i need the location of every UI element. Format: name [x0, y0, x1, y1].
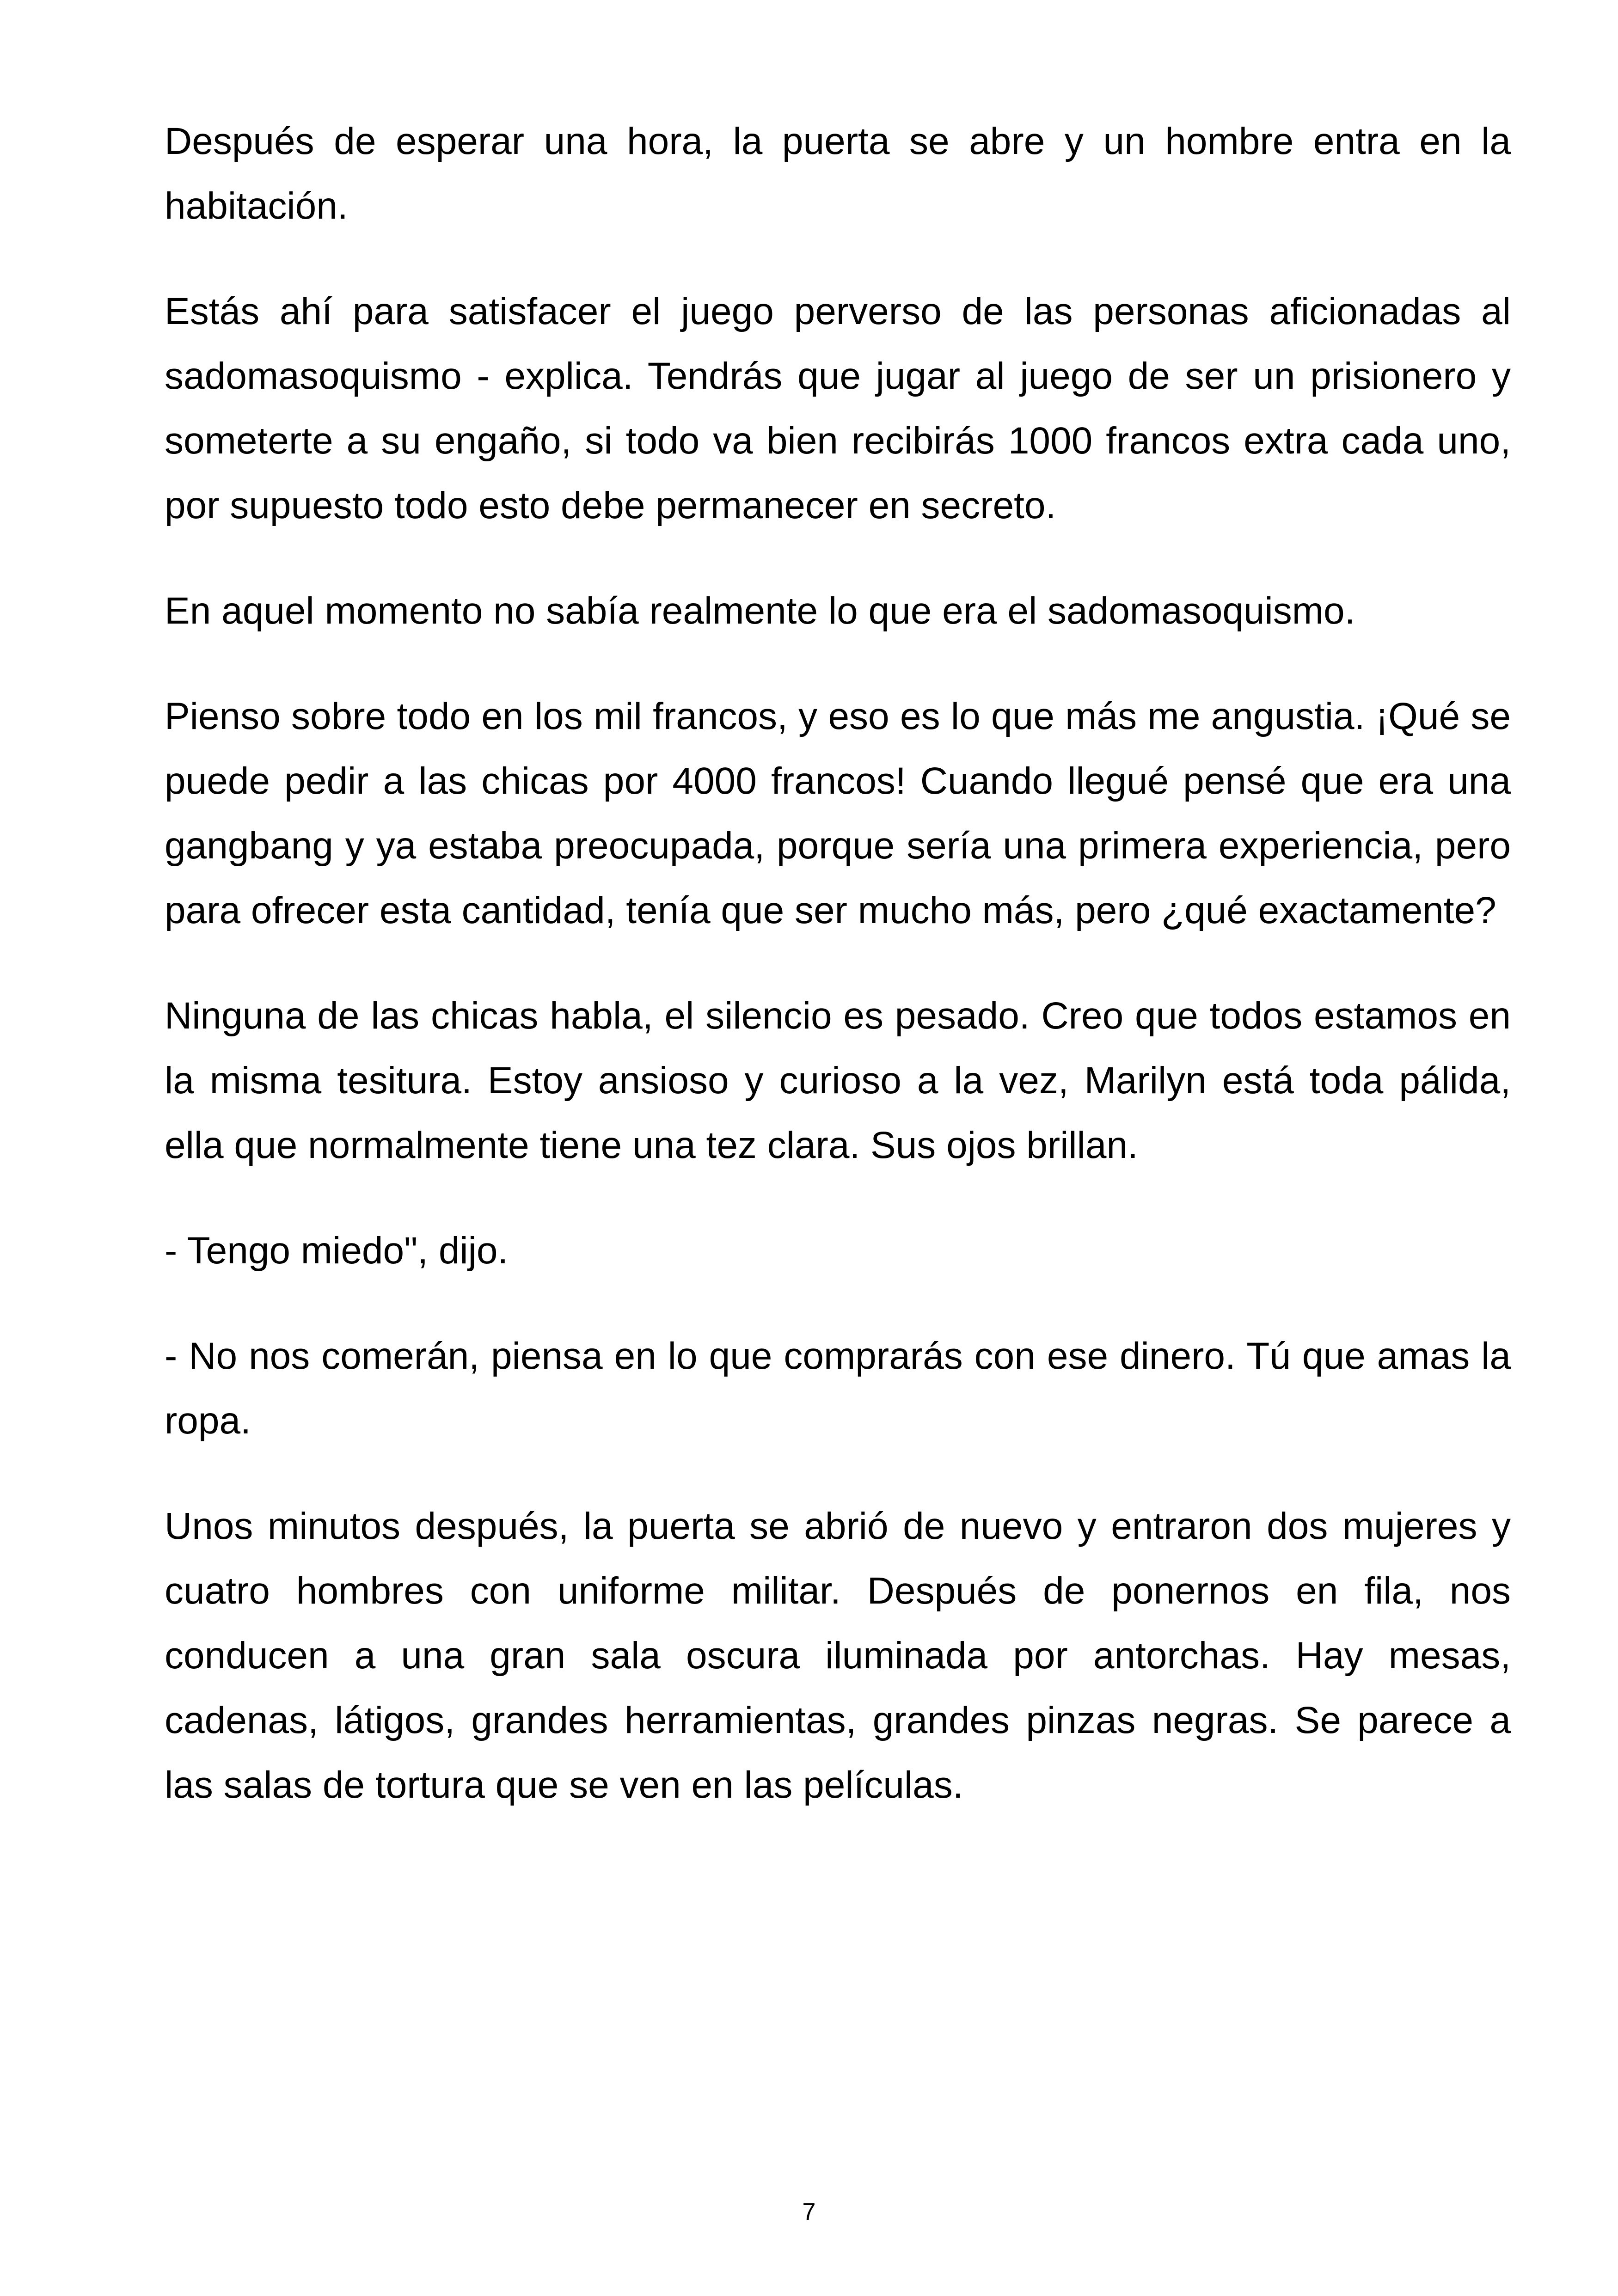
page-number: 7 — [802, 2198, 816, 2225]
paragraph-2: Estás ahí para satisfacer el juego perverso de las personas aficionadas al sadomasoquismo - explica. Tendrás que jugar al juego de ser un prisionero y someterte a su engaño, si todo va bien recibirás 1000 francos extra cada uno, por supuesto todo esto debe permanecer en secreto. — [165, 290, 1511, 527]
paragraph-6: - Tengo miedo", dijo. — [165, 1230, 509, 1272]
body-text — [165, 109, 1511, 1858]
paragraph-3: En aquel momento no sabía realmente lo que era el sadomasoquismo. — [165, 590, 1355, 632]
paragraph-5: Ninguna de las chicas habla, el silencio es pesado. Creo que todos estamos en la misma tesitura. Estoy ansioso y curioso a la vez, Marilyn está toda pálida, ella que normalmente tiene una tez clara. Sus ojos brillan. — [165, 995, 1511, 1166]
paragraph-8: Unos minutos después, la puerta se abrió de nuevo y entraron dos mujeres y cuatro hombres con uniforme militar. Después de ponernos en fila, nos conducen a una gran sala oscura iluminada por antorchas. Hay mesas, cadenas, látigos, grandes herramientas, grandes pinzas negras. Se parece a las salas de tortura que se ven en las películas. — [165, 1505, 1511, 1806]
paragraph-7: - No nos comerán, piensa en lo que comprarás con ese dinero. Tú que amas la ropa. — [165, 1335, 1511, 1442]
paragraph-1: Después de esperar una hora, la puerta se abre y un hombre entra en la habitación. — [165, 120, 1511, 227]
paragraph-4: Pienso sobre todo en los mil francos, y eso es lo que más me angustia. ¡Qué se puede pedir a las chicas por 4000 francos! Cuando llegué pensé que era una gangbang y ya estaba preocupada, porque sería una primera experiencia, pero para ofrecer esta cantidad, tenía que ser mucho más, pero ¿qué exactamente? — [165, 695, 1511, 931]
